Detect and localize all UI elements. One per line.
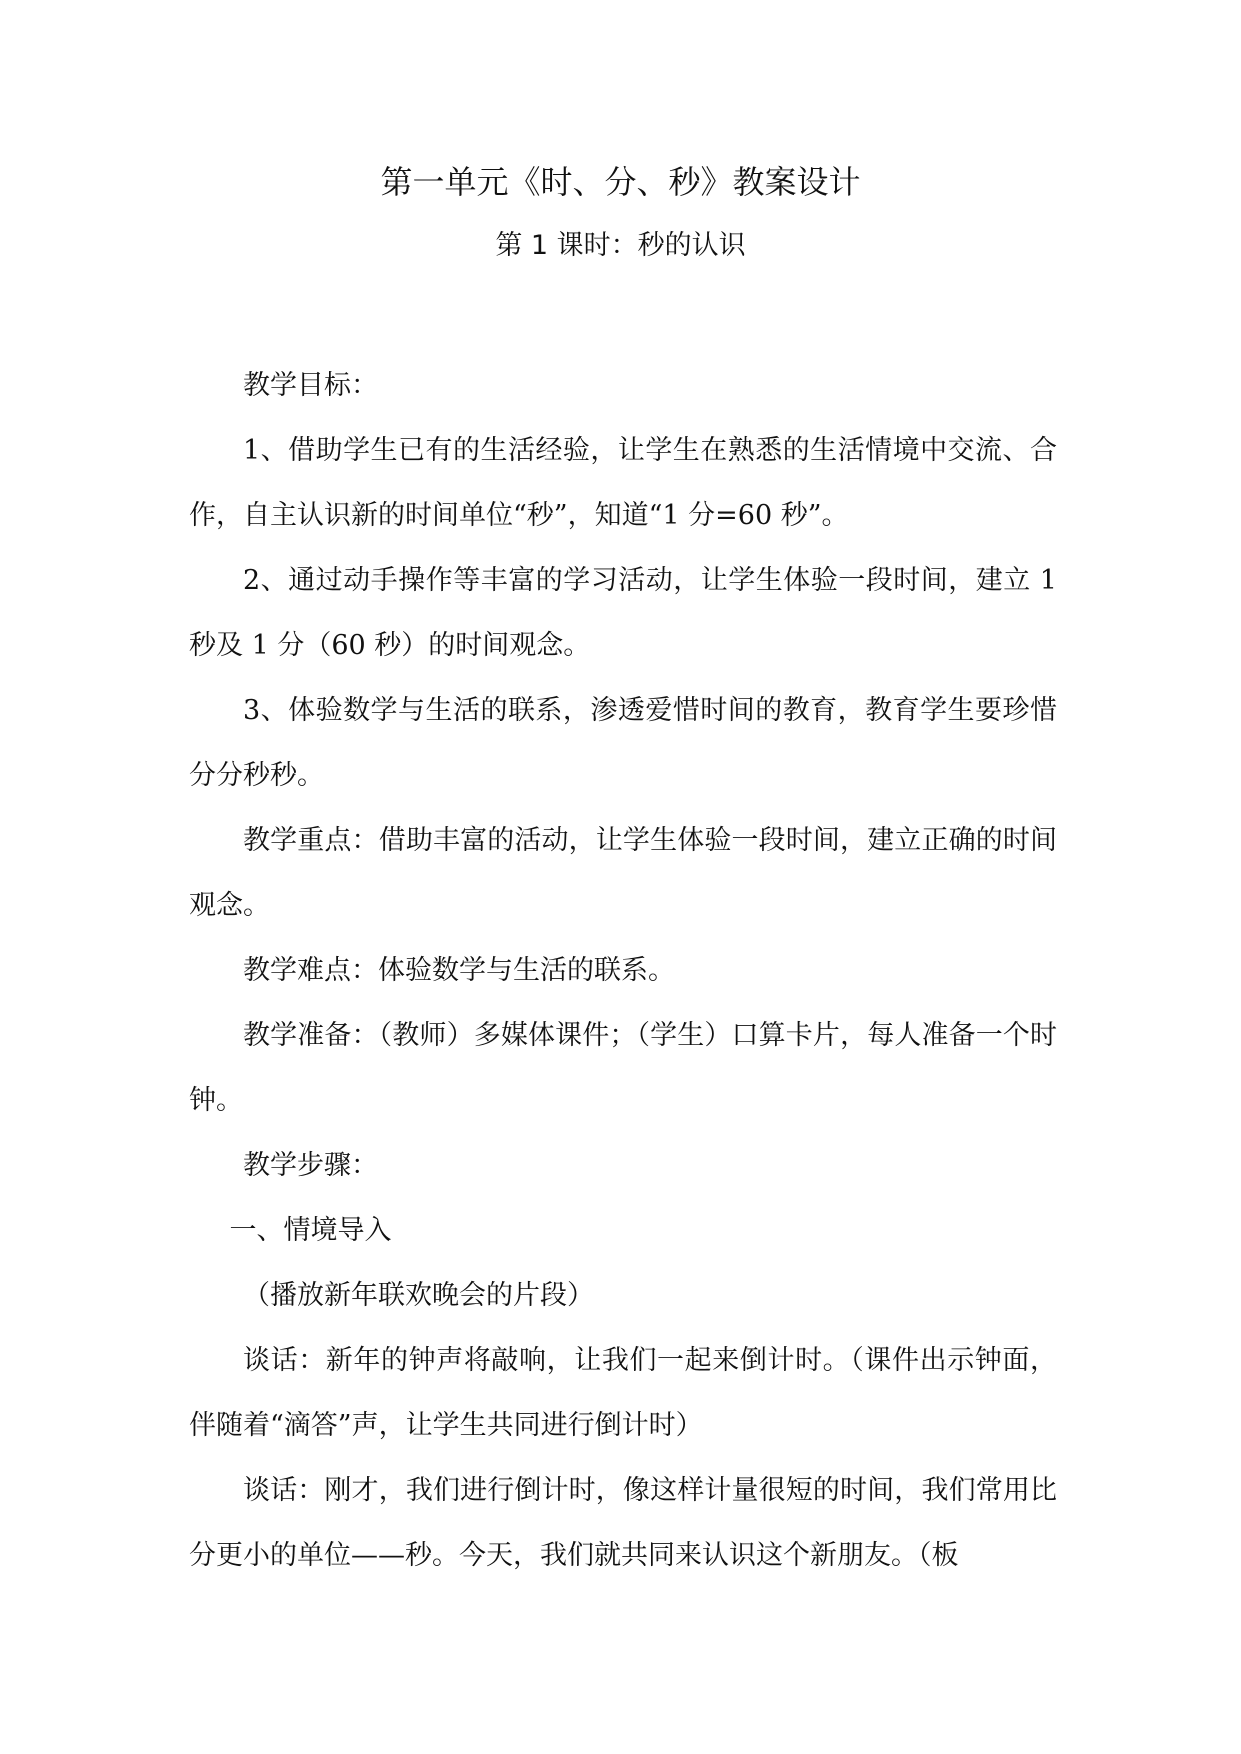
paragraph-preparation: 教学准备：（教师）多媒体课件；（学生）口算卡片，每人准备一个时钟。	[189, 1020, 1057, 1116]
paragraph-video-note: （播放新年联欢晚会的片段）	[243, 1280, 594, 1311]
paragraph-difficulty: 教学难点：体验数学与生活的联系。	[243, 955, 675, 986]
document-title: 第一单元《时、分、秒》教案设计	[380, 163, 861, 201]
paragraph-steps-heading: 教学步骤：	[243, 1150, 378, 1181]
paragraph-objective-1: 1、借助学生已有的生活经验，让学生在熟悉的生活情境中交流、合作，自主认识新的时间单位“秒”，知道“1 分=60 秒”。	[189, 435, 1057, 531]
paragraph-key-point: 教学重点：借助丰富的活动，让学生体验一段时间，建立正确的时间观念。	[189, 825, 1057, 921]
paragraph-talk-2: 谈话：刚才，我们进行倒计时，像这样计量很短的时间，我们常用比分更小的单位——秒。今天，我们就共同来认识这个新朋友。（板	[189, 1475, 1057, 1571]
paragraph-objectives-heading: 教学目标：	[243, 370, 378, 401]
paragraph-objective-2: 2、通过动手操作等丰富的学习活动，让学生体验一段时间，建立 1 秒及 1 分（60 秒）的时间观念。	[189, 565, 1057, 661]
document-body	[189, 353, 1057, 1588]
paragraph-section-1-heading: 一、情境导入	[229, 1215, 392, 1246]
lesson-subtitle: 第 1 课时：秒的认识	[495, 230, 746, 261]
paragraph-talk-1: 谈话：新年的钟声将敲响，让我们一起来倒计时。（课件出示钟面，伴随着“滴答”声，让学生共同进行倒计时）	[189, 1345, 1057, 1441]
paragraph-objective-3: 3、体验数学与生活的联系，渗透爱惜时间的教育，教育学生要珍惜分分秒秒。	[189, 695, 1057, 791]
